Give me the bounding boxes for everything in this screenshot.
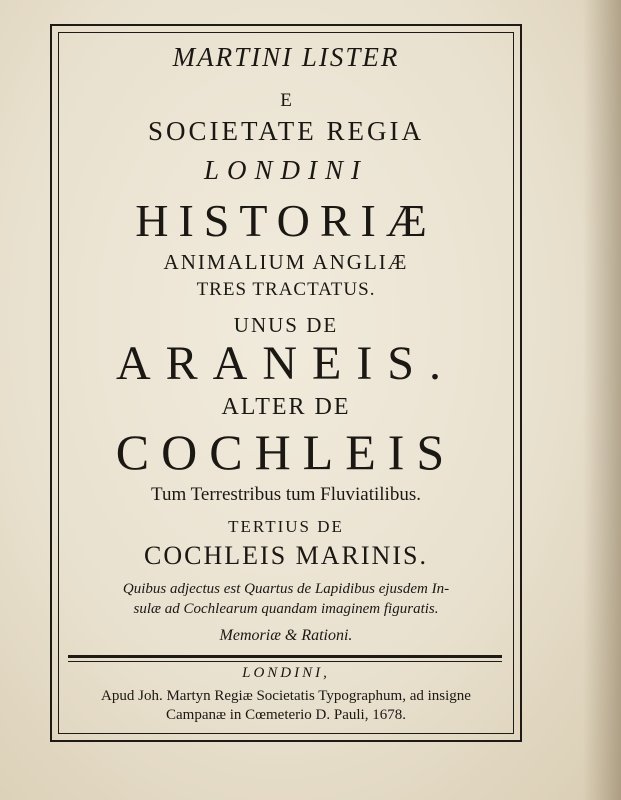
animalium-line: ANIMALIUM ANGLIÆ <box>163 250 409 274</box>
cochleis-line: COCHLEIS <box>115 424 457 480</box>
unus-de-line: UNUS DE <box>233 313 339 337</box>
imprint-rule-thick <box>68 655 502 658</box>
quibus-line-2: sulæ ad Cochlearum quandam imaginem figuratis. <box>133 601 439 617</box>
tertius-de-line: TERTIUS DE <box>228 517 344 536</box>
tum-terrestribus-line: Tum Terrestribus tum Fluviatilibus. <box>151 484 421 505</box>
quibus-line-1: Quibus adjectus est Quartus de Lapidibus ejusdem In- <box>122 581 450 597</box>
cochleis-marinis-line: COCHLEIS MARINIS. <box>144 541 428 570</box>
imprint-line-1: Apud Joh. Martyn Regiæ Societatis Typographum, ad insigne <box>101 688 471 704</box>
author-name: MARTINI LISTER <box>172 42 400 72</box>
londini-line: LONDINI <box>203 155 368 185</box>
alter-de-line: ALTER DE <box>221 394 351 420</box>
memoriae-line: Memoriæ & Rationi. <box>219 627 353 644</box>
tres-tractatus-line: TRES TRACTATUS. <box>196 279 376 300</box>
imprint-city: LONDINI, <box>242 665 330 681</box>
historiae-line: HISTORIÆ <box>135 195 437 246</box>
e-line: E <box>280 90 292 111</box>
imprint-rule-thin <box>68 661 502 662</box>
imprint-line-2: Campanæ in Cœmeterio D. Pauli, 1678. <box>166 707 406 723</box>
page-gutter-shadow <box>583 0 621 800</box>
societas-line: SOCIETATE REGIA <box>147 116 425 146</box>
araneis-line: ARANEIS. <box>115 337 456 390</box>
